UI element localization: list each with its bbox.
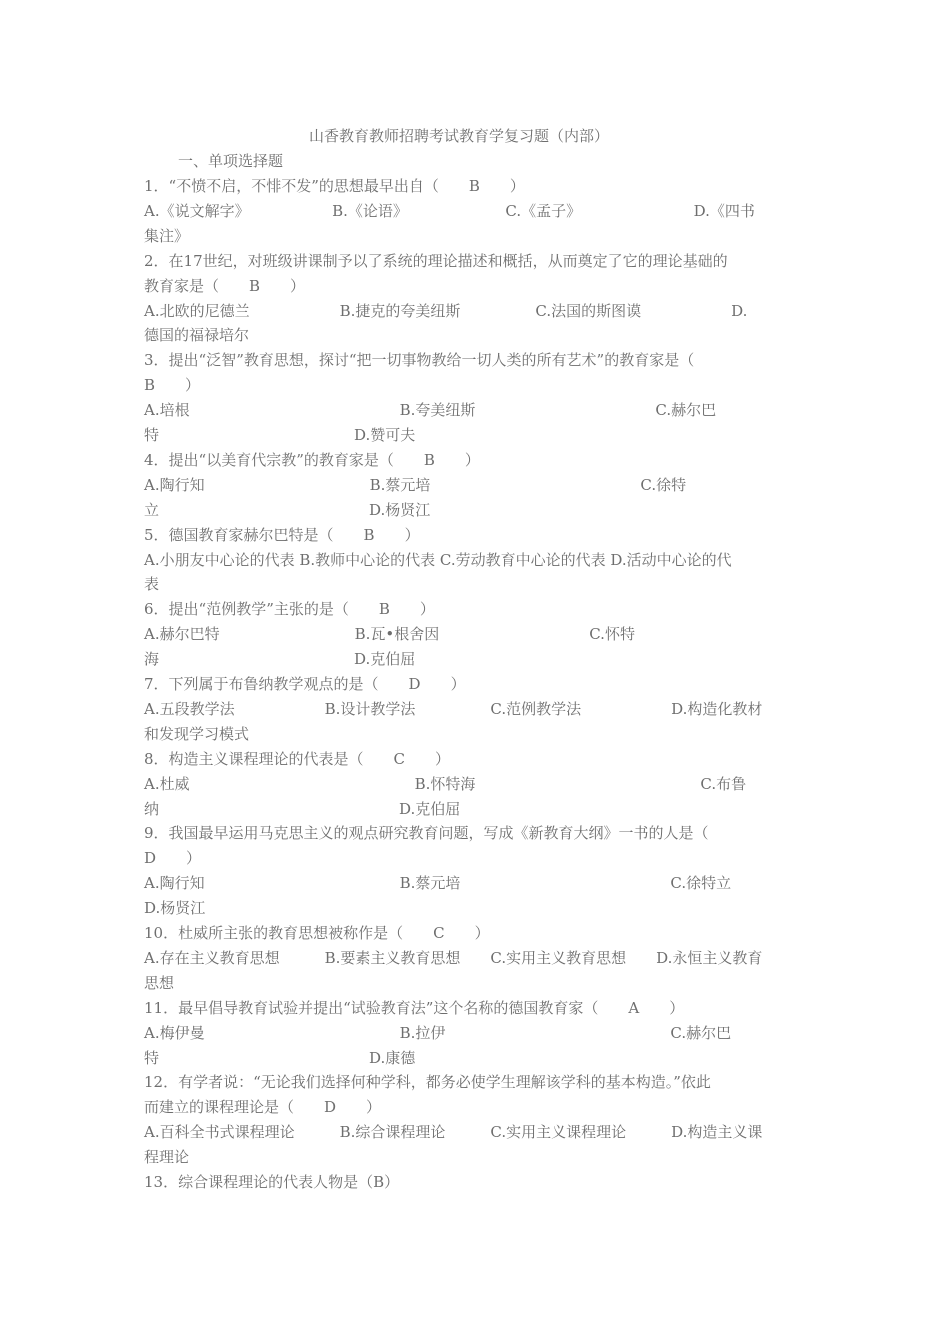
text-line: A.杜威 B.怀特海 C.布鲁 <box>144 774 747 793</box>
section-heading: 一、单项选择题 <box>178 152 284 170</box>
text-line: A.存在主义教育思想 B.要素主义教育思想 C.实用主义教育思想 D.永恒主义教育 <box>144 948 763 967</box>
text-line: 1．“不愤不启，不悱不发”的思想最早出自（ B ） <box>144 177 525 195</box>
text-line: A.五段教学法 B.设计教学法 C.范例教学法 D.构造化教材 <box>144 699 763 718</box>
text-line: 特 D.康德 <box>144 1048 416 1067</box>
text-line: 13．综合课程理论的代表人物是（B） <box>144 1173 400 1191</box>
text-line: 程理论 <box>144 1148 190 1167</box>
text-line: A.陶行知 B.蔡元培 C.徐特立 <box>144 874 732 893</box>
text-line: 而建立的课程理论是（ D ） <box>144 1098 382 1117</box>
document-title: 山香教育教师招聘考试教育学复习题（内部） <box>309 127 610 145</box>
text-line: 集注》 <box>144 226 190 245</box>
text-line: 12．有学者说：“无论我们选择何种学科，都务必使学生理解该学科的基本构造。”依此 <box>144 1073 711 1092</box>
text-line: A.培根 B.夸美纽斯 C.赫尔巴 <box>144 401 717 420</box>
text-line: A.百科全书式课程理论 B.综合课程理论 C.实用主义课程理论 D.构造主义课 <box>144 1123 763 1142</box>
text-line: 4．提出“以美育代宗教”的教育家是（ B ） <box>144 450 480 469</box>
text-line: 5．德国教育家赫尔巴特是（ B ） <box>144 525 420 544</box>
text-line: 和发现学习模式 <box>144 724 250 743</box>
text-line: D ） <box>144 849 202 868</box>
text-line: 立 D.杨贤江 <box>144 500 431 519</box>
text-line: 教育家是（ B ） <box>144 276 306 295</box>
text-line: A.小朋友中心论的代表 B.教师中心论的代表 C.劳动教育中心论的代表 D.活动中心论的代 <box>144 550 732 569</box>
text-line: 德国的福禄培尔 <box>144 326 250 345</box>
text-line: B ） <box>144 376 201 395</box>
text-line: 8．构造主义课程理论的代表是（ C ） <box>144 749 451 768</box>
text-line: 10．杜威所主张的教育思想被称作是（ C ） <box>144 924 490 942</box>
text-line: A.《说文解字》 B.《论语》 C.《孟子》 D.《四书 <box>144 201 755 220</box>
text-line: 海 D.克伯屈 <box>144 650 416 669</box>
text-line: A.梅伊曼 B.拉伊 C.赫尔巴 <box>144 1023 732 1042</box>
text-line: A.赫尔巴特 B.瓦•根舍因 C.怀特 <box>144 625 635 644</box>
text-line: A.陶行知 B.蔡元培 C.徐特 <box>144 475 687 494</box>
text-line: 3．提出“泛智”教育思想，探讨“把一切事物教给一切人类的所有艺术”的教育家是（ <box>144 351 695 370</box>
text-line: 2．在17世纪，对班级讲课制予以了系统的理论描述和概括，从而奠定了它的理论基础的 <box>144 251 728 270</box>
text-line: 6．提出“范例教学”主张的是（ B ） <box>144 600 435 619</box>
text-line: 纳 D.克伯屈 <box>144 799 461 818</box>
text-line: 7．下列属于布鲁纳教学观点的是（ D ） <box>144 675 466 693</box>
text-line: 思想 <box>144 973 175 992</box>
text-line: A.北欧的尼德兰 B.捷克的夸美纽斯 C.法国的斯图谟 D. <box>144 301 748 320</box>
text-line: 特 D.赞可夫 <box>144 426 416 444</box>
text-line: 11．最早倡导教育试验并提出“试验教育法”这个名称的德国教育家（ A ） <box>144 998 685 1017</box>
text-line: 表 <box>144 575 160 594</box>
text-line: D.杨贤江 <box>144 899 206 918</box>
text-line: 9．我国最早运用马克思主义的观点研究教育问题，写成《新教育大纲》一书的人是（ <box>144 824 709 843</box>
